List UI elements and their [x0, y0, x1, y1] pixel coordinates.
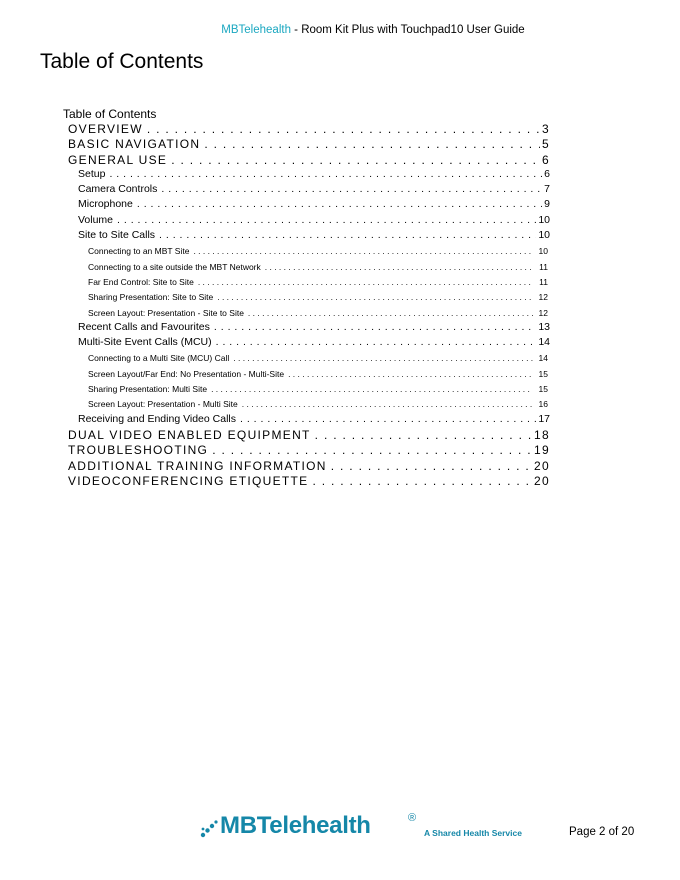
toc-entry-title: VIDEOCONFERENCING ETIQUETTE: [68, 473, 309, 488]
toc-entry-page: 11: [539, 261, 548, 272]
toc-entry-title: Microphone: [78, 198, 133, 211]
toc-entry-page: 6: [542, 152, 550, 167]
toc-entry-page: 17: [538, 412, 550, 425]
toc-entry-title: Connecting to an MBT Site: [88, 246, 190, 257]
toc-entry-far-end-control[interactable]: [68, 275, 550, 290]
toc-leader-dots: [240, 413, 536, 425]
toc-entry-page: 18: [534, 427, 550, 442]
toc-entry-page: 5: [542, 137, 550, 152]
toc-entry-page: 19: [534, 443, 550, 458]
toc-entry-connecting-outside-network[interactable]: [68, 260, 550, 275]
logo-registered-mark: ®: [408, 812, 417, 824]
toc-entry-title: Connecting to a site outside the MBT Network: [88, 261, 261, 272]
toc-entry-title: Far End Control: Site to Site: [88, 276, 194, 287]
toc-leader-dots: [193, 244, 532, 259]
toc-entry-page: 15: [538, 368, 548, 379]
toc-entry-etiquette[interactable]: [68, 474, 550, 489]
toc-entry-page: 10: [538, 213, 550, 226]
toc-entry-title: Setup: [78, 167, 106, 180]
toc-entry-page: 6: [544, 167, 550, 180]
toc-entry-screen-layout-far-end[interactable]: [68, 367, 550, 382]
toc-entry-page: 9: [544, 198, 550, 211]
toc-entry-title: Sharing Presentation: Multi Site: [88, 384, 208, 395]
toc-entry-page: 14: [538, 336, 550, 349]
toc-leader-dots: [216, 336, 537, 348]
toc-heading: Table of Contents: [63, 107, 157, 121]
toc-leader-dots: [159, 229, 536, 241]
toc-leader-dots: [212, 443, 532, 457]
toc-leader-dots: [109, 168, 542, 180]
toc-entry-title: Multi-Site Event Calls (MCU): [78, 336, 212, 349]
toc-leader-dots: [137, 198, 542, 210]
toc-entry-page: 7: [544, 183, 550, 196]
toc-entry-page: 10: [538, 229, 550, 242]
toc-entry-receiving-ending-calls[interactable]: [68, 413, 550, 428]
toc-entry-title: DUAL VIDEO ENABLED EQUIPMENT: [68, 427, 311, 442]
header-document-title: - Room Kit Plus with Touchpad10 User Guide: [290, 24, 525, 36]
page-number: Page 2 of 20: [569, 826, 635, 838]
toc-entry-site-to-site-calls[interactable]: [68, 229, 550, 244]
toc-entry-troubleshooting[interactable]: [68, 443, 550, 458]
toc-leader-dots: [171, 153, 540, 167]
toc-entry-page: 10: [538, 246, 548, 257]
toc-leader-dots: [117, 214, 536, 226]
toc-entry-multi-site-calls[interactable]: [68, 336, 550, 351]
toc-leader-dots: [214, 321, 536, 333]
toc-entry-setup[interactable]: [68, 168, 550, 183]
toc-entry-title: Screen Layout: Presentation - Site to Site: [88, 307, 244, 318]
toc-entry-page: 12: [538, 292, 548, 303]
toc-entry-general-use[interactable]: [68, 153, 550, 168]
table-of-contents: [68, 122, 550, 489]
toc-leader-dots: [147, 122, 540, 136]
toc-entry-title: Camera Controls: [78, 183, 158, 196]
toc-entry-additional-training[interactable]: [68, 459, 550, 474]
toc-entry-overview[interactable]: [68, 122, 550, 137]
toc-leader-dots: [248, 306, 533, 321]
toc-entry-title: Screen Layout: Presentation - Multi Site: [88, 399, 238, 410]
toc-entry-microphone[interactable]: [68, 198, 550, 213]
toc-entry-sharing-presentation-multi[interactable]: [68, 382, 550, 397]
toc-leader-dots: [217, 290, 532, 305]
toc-entry-title: TROUBLESHOOTING: [68, 443, 209, 458]
toc-entry-sharing-presentation-site[interactable]: [68, 290, 550, 305]
toc-entry-title: BASIC NAVIGATION: [68, 137, 201, 152]
toc-leader-dots: [288, 367, 532, 382]
toc-entry-screen-layout-multi[interactable]: [68, 397, 550, 412]
logo-tagline: A Shared Health Service: [424, 828, 522, 838]
toc-entry-title: Receiving and Ending Video Calls: [78, 412, 236, 425]
toc-entry-page: 20: [534, 458, 550, 473]
toc-leader-dots: [161, 183, 542, 195]
toc-entry-title: Site to Site Calls: [78, 229, 156, 242]
toc-entry-title: Screen Layout/Far End: No Presentation - Multi-Site: [88, 368, 285, 379]
toc-entry-camera-controls[interactable]: [68, 183, 550, 198]
mbtelehealth-logo: [200, 812, 530, 844]
toc-entry-title: OVERVIEW: [68, 122, 143, 136]
toc-leader-dots: [198, 275, 533, 290]
toc-entry-dual-video[interactable]: [68, 428, 550, 443]
toc-leader-dots: [211, 382, 532, 397]
toc-entry-page: 13: [538, 320, 550, 333]
toc-entry-title: Recent Calls and Favourites: [78, 320, 210, 333]
toc-leader-dots: [312, 474, 532, 488]
toc-entry-recent-calls[interactable]: [68, 321, 550, 336]
toc-entry-page: 3: [542, 122, 550, 136]
toc-entry-connecting-mbt-site[interactable]: [68, 244, 550, 259]
toc-leader-dots: [265, 260, 533, 275]
toc-leader-dots: [204, 137, 540, 151]
page-header: [0, 24, 680, 36]
toc-entry-page: 12: [538, 307, 548, 318]
toc-entry-title: Connecting to a Multi Site (MCU) Call: [88, 353, 230, 364]
page-title: Table of Contents: [40, 50, 204, 73]
toc-entry-page: 20: [534, 473, 550, 488]
toc-entry-volume[interactable]: [68, 214, 550, 229]
toc-entry-page: 11: [539, 276, 548, 287]
toc-entry-basic-navigation[interactable]: [68, 137, 550, 152]
toc-entry-page: 16: [538, 399, 548, 410]
toc-leader-dots: [233, 351, 532, 366]
toc-entry-title: Sharing Presentation: Site to Site: [88, 292, 214, 303]
toc-entry-title: Volume: [78, 213, 114, 226]
toc-leader-dots: [242, 397, 533, 412]
toc-leader-dots: [315, 428, 532, 442]
toc-leader-dots: [331, 459, 532, 473]
toc-entry-page: 15: [538, 384, 548, 395]
toc-entry-title: ADDITIONAL TRAINING INFORMATION: [68, 458, 327, 473]
toc-entry-screen-layout-site[interactable]: [68, 306, 550, 321]
toc-entry-connecting-mcu[interactable]: [68, 351, 550, 366]
toc-entry-page: 14: [538, 353, 548, 364]
logo-wordmark: MBTelehealth: [220, 812, 371, 839]
header-brand: MBTelehealth: [221, 24, 291, 36]
logo-dots-icon: [200, 820, 218, 838]
toc-entry-title: GENERAL USE: [68, 152, 168, 167]
